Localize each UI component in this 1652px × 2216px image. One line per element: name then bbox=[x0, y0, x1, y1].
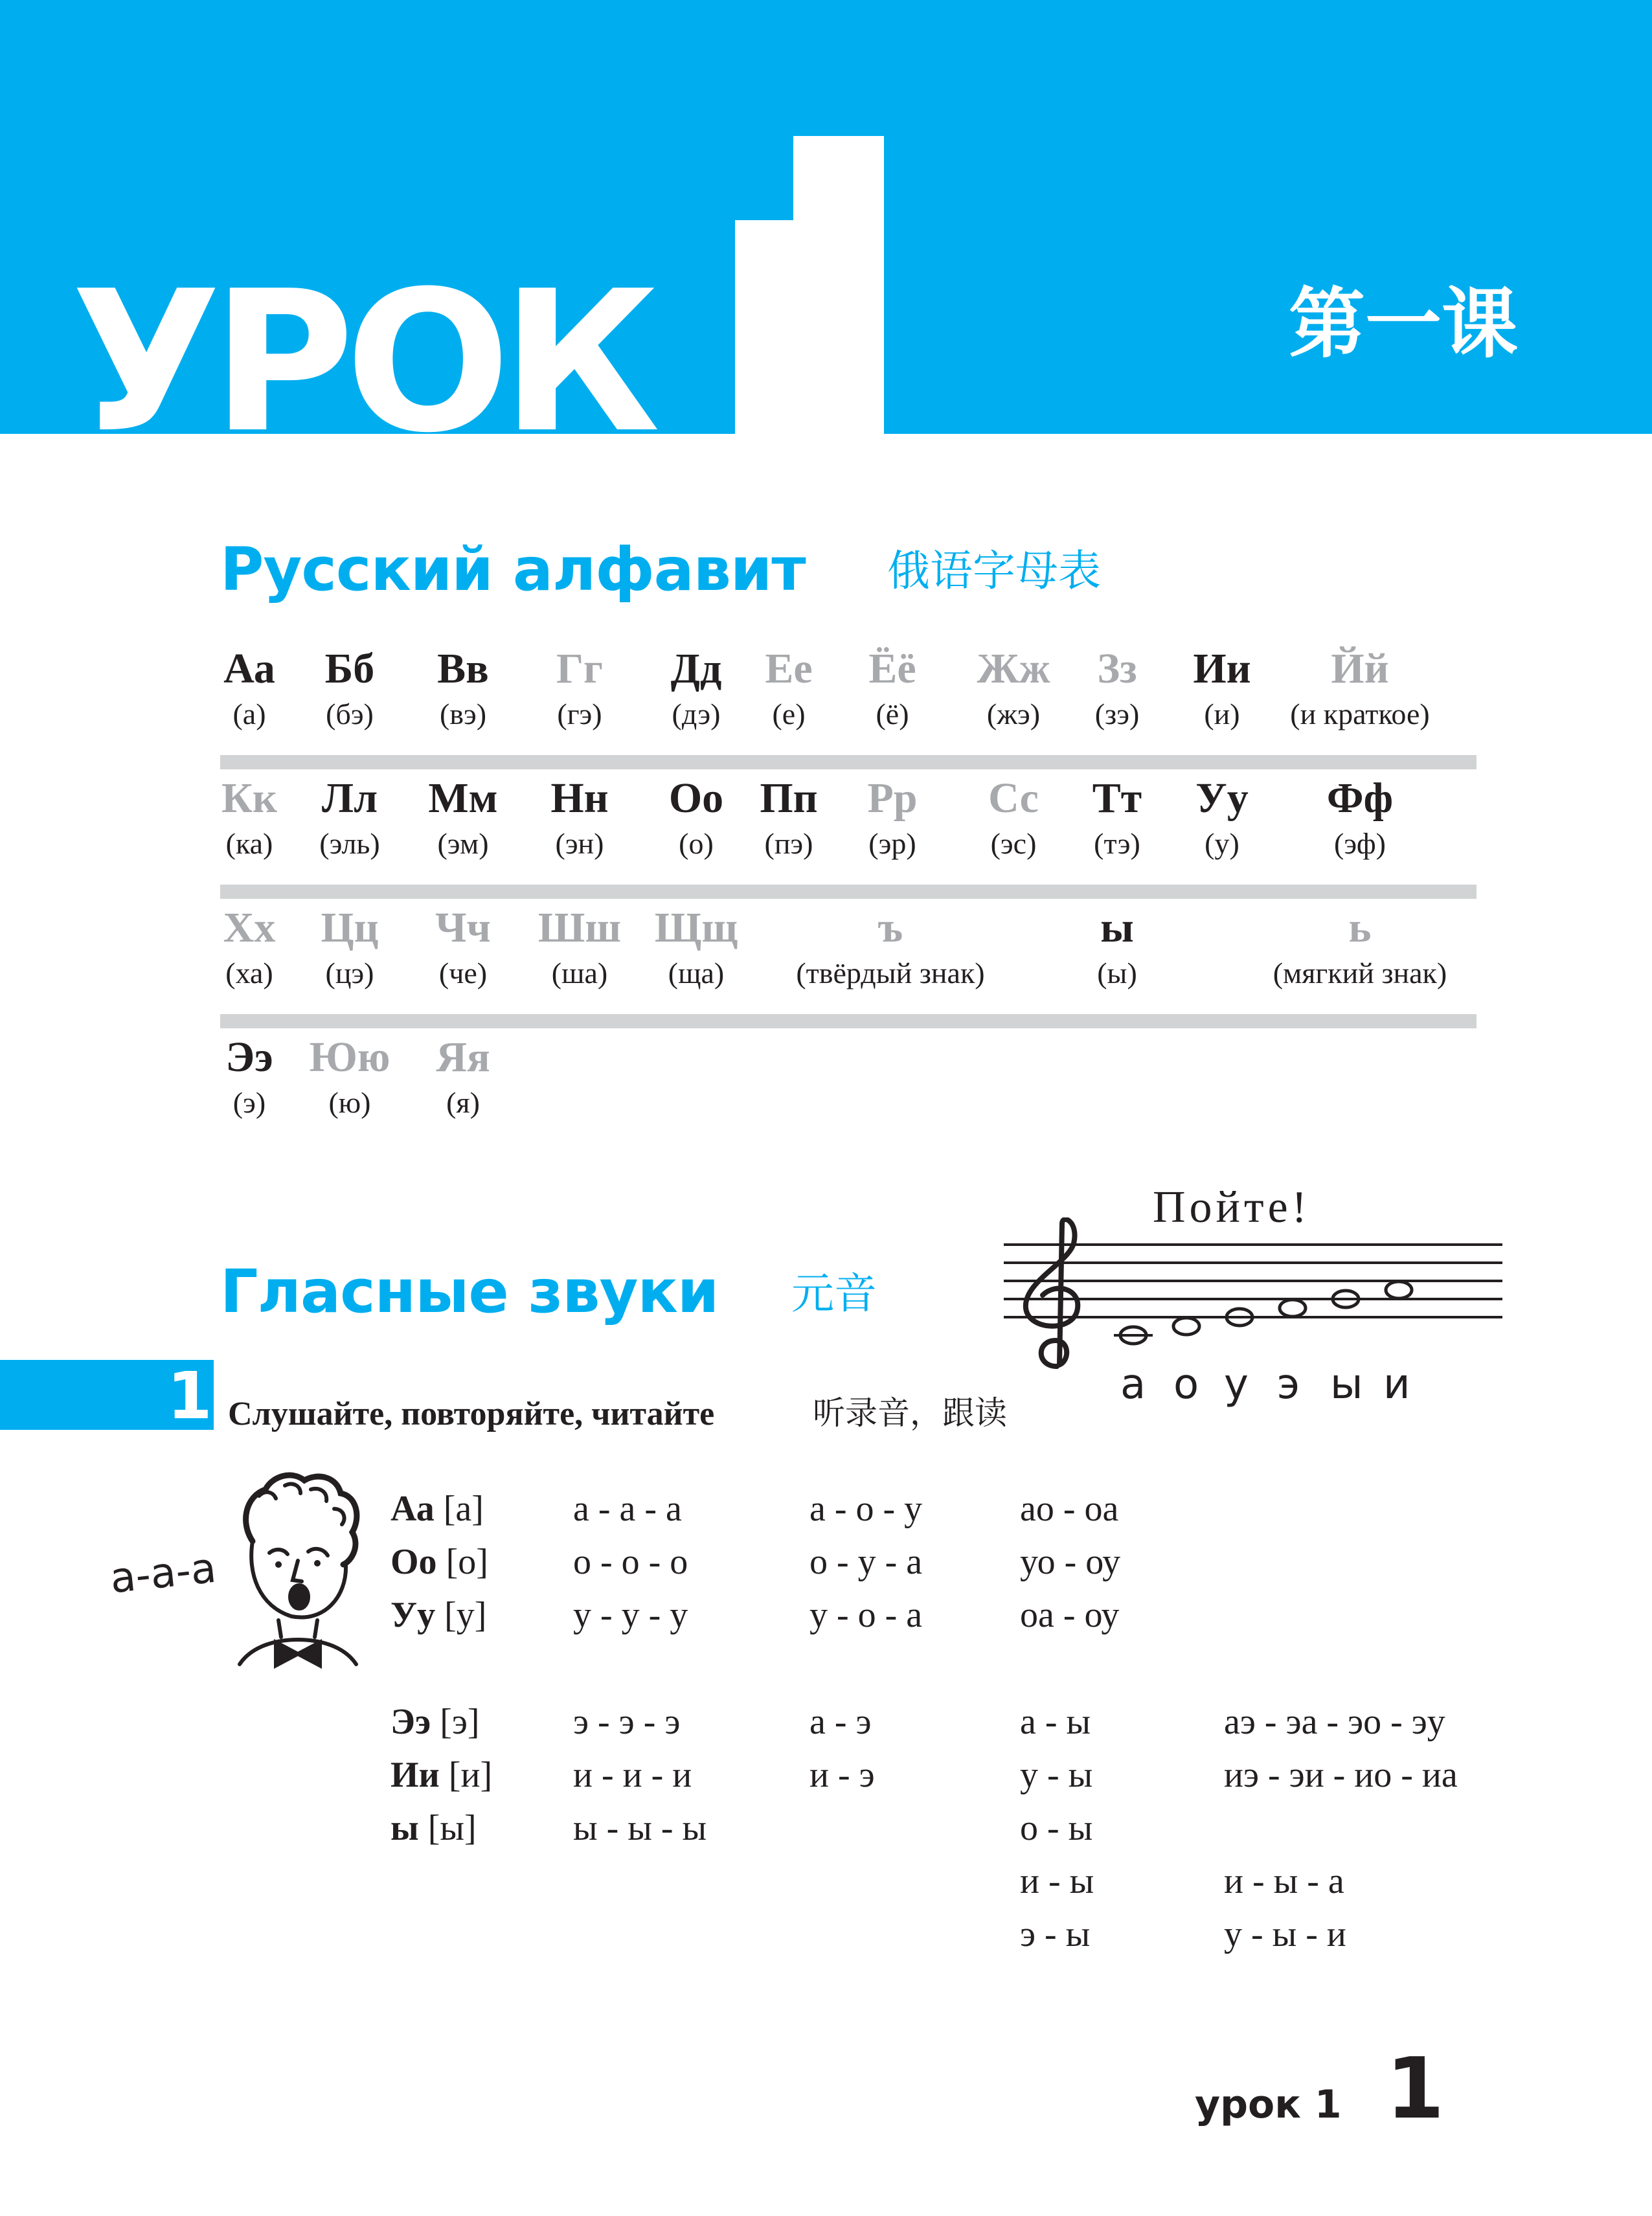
alphabet-letter-name: (ы) bbox=[1097, 956, 1137, 989]
alphabet-letter-name: (вэ) bbox=[439, 697, 487, 730]
exercise-number: 1 bbox=[167, 1358, 212, 1434]
alphabet-letter: Ээ bbox=[225, 1034, 273, 1081]
alphabet-letter-name: (ха) bbox=[225, 956, 273, 989]
vowel-sound: [у] bbox=[444, 1595, 487, 1635]
row-divider bbox=[220, 885, 1477, 899]
alphabet-title-cn: 俄语字母表 bbox=[887, 546, 1101, 596]
singer-illustration bbox=[214, 1470, 376, 1677]
row-divider bbox=[220, 755, 1477, 769]
alphabet-letter-name: (твёрдый знак) bbox=[796, 956, 985, 989]
exercise-item: оа - оу bbox=[1020, 1595, 1120, 1635]
alphabet-letter-name: (е) bbox=[772, 697, 806, 730]
alphabet-letter: Гг bbox=[556, 645, 603, 692]
exercise-item: ы - ы - ы bbox=[573, 1808, 707, 1848]
exercise-item: а - о - у bbox=[809, 1489, 923, 1529]
vowel-sound: [о] bbox=[446, 1542, 488, 1582]
alphabet-letter: Хх bbox=[223, 904, 276, 951]
exercise-item: у - у - у bbox=[573, 1595, 688, 1635]
exercise-item: э - ы bbox=[1020, 1914, 1091, 1954]
lesson-word: УРОК bbox=[71, 249, 651, 434]
alphabet-letter-name: (эль) bbox=[319, 827, 380, 860]
alphabet-letter: Пп bbox=[760, 774, 818, 822]
alphabet-letter: Ее bbox=[765, 645, 813, 692]
vowel-sound: [э] bbox=[440, 1702, 480, 1742]
alphabet-letter: Сс bbox=[988, 774, 1039, 822]
alphabet-letter-name: (а) bbox=[232, 697, 266, 730]
exercise-item: о - ы bbox=[1020, 1808, 1093, 1848]
alphabet-letter: Нн bbox=[550, 774, 609, 822]
vowel-label bbox=[390, 1699, 480, 1745]
exercise-item: уо - оу bbox=[1020, 1542, 1121, 1582]
vowel-letter: Ии bbox=[390, 1755, 440, 1795]
alphabet-letter-name: (ка) bbox=[225, 827, 273, 860]
exercise-item: аэ - эа - эо - эу bbox=[1224, 1702, 1445, 1742]
vowels-title: Гласные звуки bbox=[220, 1257, 719, 1326]
sing-letter: и bbox=[1383, 1361, 1410, 1408]
alphabet-letter: Уу bbox=[1195, 774, 1249, 822]
singer-sound: a-a-a bbox=[107, 1544, 219, 1603]
alphabet-letter: Яя bbox=[436, 1034, 490, 1081]
alphabet-letter-name: (эр) bbox=[868, 827, 916, 860]
alphabet-letter: Жж bbox=[977, 645, 1050, 692]
exercise-title: Слушайте, повторяйте, читайте bbox=[228, 1396, 715, 1432]
vowel-sound: [и] bbox=[448, 1755, 493, 1795]
sing-caption: Пойте! bbox=[1153, 1182, 1311, 1232]
alphabet-letter-name: (о) bbox=[679, 827, 714, 860]
exercise-item: у - о - а bbox=[809, 1595, 923, 1635]
alphabet-letter: Чч bbox=[435, 904, 491, 951]
alphabet-letter-name: (мягкий знак) bbox=[1273, 956, 1447, 989]
alphabet-letter: Цц bbox=[321, 904, 379, 951]
footer-label: урок 1 bbox=[1195, 2082, 1342, 2127]
alphabet-letter: Ии bbox=[1193, 645, 1251, 692]
alphabet-letter: Зз bbox=[1097, 645, 1137, 692]
vowel-label bbox=[390, 1805, 477, 1851]
alphabet-letter-name: (ща) bbox=[668, 956, 725, 989]
exercise-item: а - э bbox=[809, 1702, 872, 1742]
exercise-title-cn: 听录音，跟读 bbox=[813, 1394, 1007, 1432]
music-staff-illustration bbox=[997, 1217, 1515, 1438]
alphabet-letter: ь bbox=[1348, 904, 1372, 951]
alphabet-letter: Йй bbox=[1331, 645, 1389, 692]
sing-letter: э bbox=[1277, 1361, 1300, 1408]
alphabet-letter: Фф bbox=[1326, 774, 1394, 822]
vowel-letter: Ээ bbox=[390, 1702, 431, 1742]
alphabet-letter-name: (у) bbox=[1205, 827, 1239, 860]
alphabet-letter-name: (зэ) bbox=[1094, 697, 1140, 730]
alphabet-letter: Аа bbox=[223, 645, 275, 692]
exercise-item: у - ы bbox=[1020, 1755, 1093, 1795]
alphabet-letter-name: (ё) bbox=[876, 697, 909, 730]
alphabet-letter-name: (ша) bbox=[551, 956, 608, 989]
alphabet-letter: Лл bbox=[321, 774, 378, 822]
exercise-item: и - ы bbox=[1020, 1861, 1094, 1901]
page-number: 1 bbox=[1386, 2039, 1445, 2138]
exercise-item: у - ы - и bbox=[1224, 1914, 1346, 1954]
sing-letter: а bbox=[1120, 1361, 1146, 1408]
sing-letter: у bbox=[1224, 1361, 1249, 1408]
exercise-item: о - у - а bbox=[809, 1542, 923, 1582]
alphabet-letter-name: (э) bbox=[232, 1086, 266, 1119]
alphabet-title: Русский алфавит bbox=[220, 535, 806, 604]
sing-letter: о bbox=[1173, 1361, 1199, 1408]
alphabet-letter-name: (эс) bbox=[990, 827, 1037, 860]
vowel-letter: Оо bbox=[390, 1542, 437, 1582]
exercise-item: и - ы - а bbox=[1224, 1861, 1344, 1901]
exercise-item: иэ - эи - ио - иа bbox=[1224, 1755, 1458, 1795]
alphabet-letter-name: (че) bbox=[438, 956, 488, 989]
alphabet-letter-name: (тэ) bbox=[1094, 827, 1140, 860]
alphabet-letter: Дд bbox=[670, 645, 722, 692]
alphabet-letter: Бб bbox=[324, 645, 375, 692]
vowel-letter: Уу bbox=[390, 1595, 436, 1635]
row-divider bbox=[220, 1014, 1477, 1028]
header-band bbox=[0, 0, 1652, 434]
exercise-item: и - и - и bbox=[573, 1755, 692, 1795]
alphabet-letter-name: (и) bbox=[1204, 697, 1240, 730]
alphabet-letter-name: (эф) bbox=[1334, 827, 1386, 860]
vowel-label bbox=[390, 1486, 484, 1532]
alphabet-letter: Вв bbox=[437, 645, 489, 692]
alphabet-letter: Щщ bbox=[654, 904, 738, 951]
alphabet-letter: Тт bbox=[1092, 774, 1142, 822]
vowel-letter: ы bbox=[390, 1808, 419, 1848]
alphabet-letter-name: (жэ) bbox=[986, 697, 1041, 730]
treble-clef-icon bbox=[1026, 1219, 1078, 1366]
sing-letter: ы bbox=[1330, 1361, 1363, 1408]
alphabet-letter-name: (цэ) bbox=[325, 956, 374, 989]
vowel-label bbox=[390, 1592, 486, 1638]
vowel-sound: [ы] bbox=[427, 1808, 477, 1848]
exercise-item: о - о - о bbox=[573, 1542, 688, 1582]
alphabet-letter-name: (гэ) bbox=[557, 697, 602, 730]
vowel-sound: [а] bbox=[443, 1489, 484, 1529]
alphabet-letter: Юю bbox=[309, 1034, 390, 1081]
alphabet-letter: ъ bbox=[877, 904, 903, 951]
alphabet-letter: Оо bbox=[668, 774, 724, 822]
alphabet-letter: ы bbox=[1100, 904, 1134, 951]
vowel-label bbox=[390, 1539, 488, 1585]
exercise-item: э - э - э bbox=[573, 1702, 681, 1742]
alphabet-letter-name: (и краткое) bbox=[1290, 697, 1430, 730]
lesson-title-cn: 第一课 bbox=[1289, 279, 1519, 368]
alphabet-letter: Мм bbox=[428, 774, 498, 822]
alphabet-letter: Шш bbox=[537, 904, 622, 951]
exercise-item: а - ы bbox=[1020, 1702, 1091, 1742]
alphabet-letter-name: (я) bbox=[446, 1086, 480, 1119]
alphabet-letter: Кк bbox=[221, 774, 277, 822]
alphabet-letter-name: (пэ) bbox=[764, 827, 813, 860]
alphabet-letter-name: (дэ) bbox=[672, 697, 721, 730]
alphabet-letter-name: (ю) bbox=[328, 1086, 371, 1119]
vowels-title-cn: 元音 bbox=[791, 1269, 877, 1318]
exercise-item: и - э bbox=[809, 1755, 875, 1795]
vowel-label bbox=[390, 1752, 492, 1798]
alphabet-letter-name: (эм) bbox=[437, 827, 489, 860]
alphabet-letter-name: (бэ) bbox=[326, 697, 374, 730]
exercise-item: ао - оа bbox=[1020, 1489, 1119, 1529]
alphabet-letter: Рр bbox=[867, 774, 918, 822]
vowel-letter: Аа bbox=[390, 1489, 435, 1529]
exercise-item: а - а - а bbox=[573, 1489, 682, 1529]
alphabet-letter: Ёё bbox=[868, 645, 916, 692]
alphabet-letter-name: (эн) bbox=[555, 827, 604, 860]
